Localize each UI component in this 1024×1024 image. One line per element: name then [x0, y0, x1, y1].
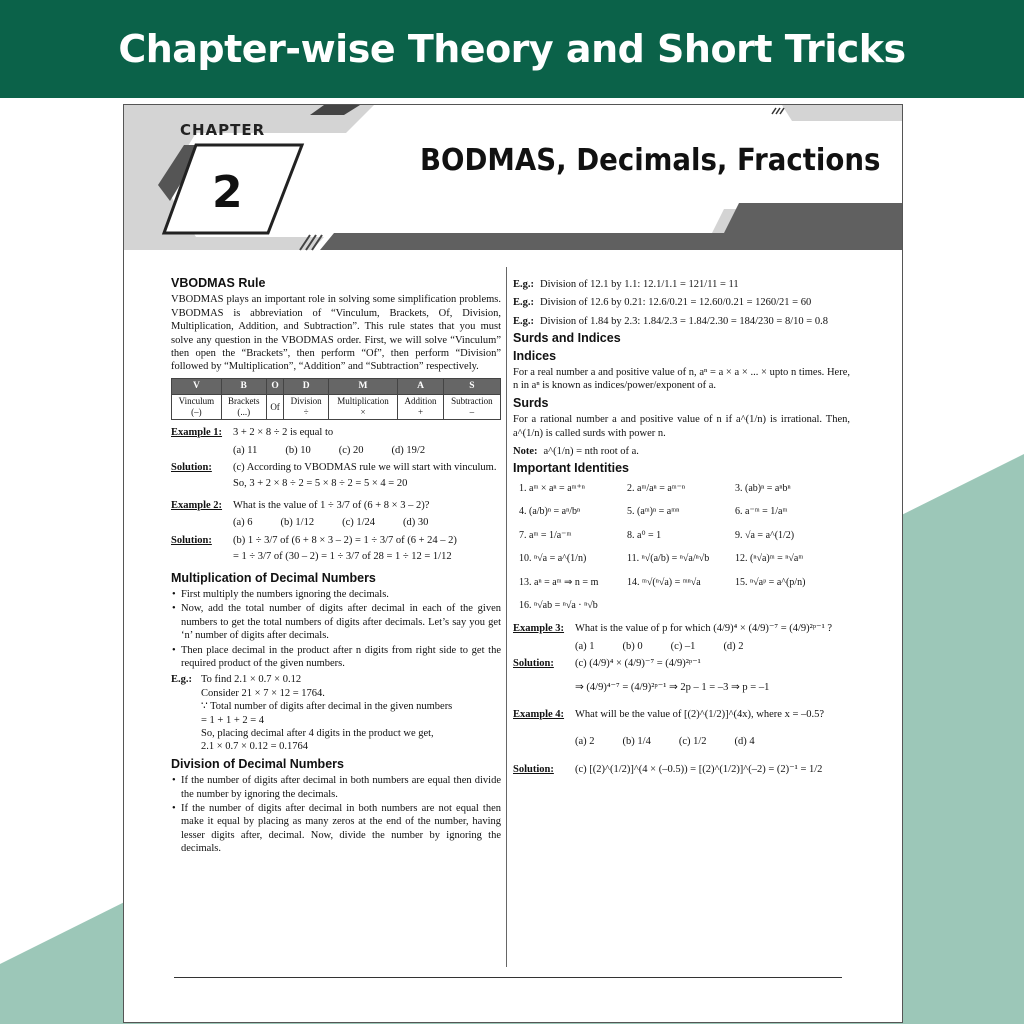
- option: (b) 1/4: [622, 736, 651, 748]
- identity-item: 7. aᵐ = 1/a⁻ᵐ: [519, 529, 572, 541]
- list-item: • Now, add the total number of digits after decimal in each of the given numbers to get the total numbers of digits after decimals. Let’s say you get ‘n’ number of digits after decimals.: [181, 602, 501, 642]
- identity-item: 11. ⁿ√(a/b) = ⁿ√a/ⁿ√b: [627, 553, 710, 565]
- eg-line: To find 2.1 × 0.7 × 0.12: [201, 674, 302, 686]
- eg-lines: [201, 673, 452, 753]
- solution-text: (c) [(2)^(1/2)]^(4 × (–0.5)) = [(2)^(1/2)]^(–2) = (2)⁻¹ = 1/2: [575, 763, 823, 775]
- identity-item: 1. aᵐ × aⁿ = aᵐ⁺ⁿ: [519, 482, 585, 494]
- table-cell: [284, 395, 328, 420]
- multiplication-list: [171, 588, 501, 670]
- chapter-label: CHAPTER: [180, 121, 266, 139]
- cell-symbol: (–): [191, 407, 202, 418]
- solution-label: Solution:: [513, 763, 554, 775]
- identities-grid: [519, 482, 850, 612]
- example-1: [171, 426, 501, 439]
- option: (a) 1: [575, 640, 595, 652]
- vbodmas-paragraph: VBODMAS plays an important role in solving some simplification problems. VBODMAS is abbreviation of “Vinculum, Brackets, Of, Division, Multiplication, Addition, and Subtraction”. This rule states that you must solve any question in the VBODMAS order. First, we will solve “Vinculum” then open the “Brackets”, then perform “Of”, then perform “Division” followed by “Multiplication”, “Addition” and “Subtraction” respectively.: [171, 294, 501, 373]
- left-column: [171, 273, 501, 857]
- example-3: [513, 622, 850, 635]
- surds-heading: Surds: [513, 395, 549, 410]
- example-solution: [513, 763, 850, 776]
- solution-text: = 1 ÷ 3/7 of (30 – 2) = 1 ÷ 3/7 of 28 = 1 ÷ 12 = 1/12: [233, 551, 452, 563]
- table-cell: [221, 395, 266, 420]
- solution-text: (c) According to VBODMAS rule we will start with vinculum.: [233, 462, 497, 474]
- eg-line: So, placing decimal after 4 digits in the product we get,: [201, 727, 434, 739]
- eg-line: ∵ Total number of digits after decimal in the given numbers: [201, 701, 453, 713]
- right-column: [513, 273, 850, 779]
- eg-label: E.g.:: [513, 315, 534, 327]
- cell-name: Brackets: [227, 396, 260, 407]
- list-item: • First multiply the numbers ignoring the decimals.: [181, 588, 501, 601]
- division-example-1: [513, 278, 850, 291]
- option: (c) 1/2: [678, 736, 707, 748]
- identity-item: 12. (ⁿ√a)ᵐ = ⁿ√aᵐ: [735, 553, 804, 565]
- table-header-cell: O: [266, 378, 284, 394]
- bottom-rule: [174, 977, 842, 978]
- example-label: Example 4:: [513, 708, 565, 720]
- solution-label: Solution:: [171, 534, 212, 546]
- cell-name: Division: [290, 396, 322, 407]
- option: (c) 20: [338, 444, 364, 456]
- banner-title: Chapter-wise Theory and Short Tricks: [118, 27, 906, 71]
- identity-item: 5. (aᵐ)ⁿ = aᵐⁿ: [627, 506, 680, 518]
- example-solution: [171, 534, 501, 547]
- identity-item: 14. ᵐ√(ⁿ√a) = ᵐⁿ√a: [627, 576, 701, 588]
- note-text: a^(1/n) = nth root of a.: [543, 446, 639, 458]
- example-question: 3 + 2 × 8 ÷ 2 is equal to: [233, 427, 334, 439]
- cell-name: Of: [270, 401, 280, 412]
- cell-symbol: –: [469, 407, 475, 418]
- example-label: Example 2:: [171, 499, 223, 511]
- cell-name: Vinculum: [178, 396, 215, 407]
- option: (d) 30: [403, 517, 429, 529]
- table-cell: [398, 395, 444, 420]
- identity-item: 8. a⁰ = 1: [627, 529, 662, 541]
- option: (a) 6: [233, 517, 253, 529]
- example-options: [513, 735, 850, 748]
- multiplication-heading: Multiplication of Decimal Numbers: [171, 570, 376, 585]
- identity-item: 15. ⁿ√aᵖ = a^(p/n): [735, 576, 806, 588]
- cell-symbol: ×: [360, 407, 366, 418]
- eg-text: Division of 12.6 by 0.21: 12.6/0.21 = 12.60/0.21 = 1260/21 = 60: [540, 297, 812, 309]
- example-solution: [513, 657, 850, 670]
- list-item: • Then place decimal in the product after n digits from right side to get the required product of the given numbers.: [181, 644, 501, 671]
- example-options: [171, 516, 501, 529]
- solution-text: ⇒ (4/9)⁴⁻⁷ = (4/9)²ᵖ⁻¹ ⇒ 2p – 1 = –3 ⇒ p = –1: [575, 681, 770, 693]
- division-list: [171, 774, 501, 855]
- cell-symbol: ÷: [303, 407, 309, 418]
- chapter-title: BODMAS, Decimals, Fractions: [420, 143, 881, 178]
- surds-indices-heading: Surds and Indices: [513, 331, 621, 346]
- option: (a) 11: [233, 444, 258, 456]
- table-cell: [266, 395, 284, 420]
- example-label: Example 1:: [171, 427, 223, 439]
- option: (a) 2: [575, 736, 595, 748]
- surds-paragraph: For a rational number a and positive value of n if a^(1/n) is irrational. Then, a^(1/n) is called surds with power n.: [513, 414, 850, 439]
- solution-label: Solution:: [171, 462, 212, 474]
- example-label: Example 3:: [513, 623, 565, 635]
- cell-symbol: +: [417, 407, 424, 418]
- indices-paragraph: For a real number a and positive value of n, aⁿ = a × a × ... × upto n times. Here, n in aⁿ is known as indices/power/exponent of a.: [513, 367, 850, 392]
- vbodmas-heading: VBODMAS Rule: [171, 276, 266, 290]
- option: (d) 19/2: [391, 444, 426, 456]
- note: [513, 445, 850, 458]
- table-row: [172, 395, 501, 420]
- option: (b) 1/12: [280, 517, 315, 529]
- table-header-cell: D: [284, 378, 328, 394]
- example-options: [171, 444, 501, 457]
- example-4: [513, 708, 850, 721]
- identity-item: 10. ⁿ√a = a^(1/n): [519, 553, 587, 565]
- eg-line: 2.1 × 0.7 × 0.12 = 0.1764: [201, 741, 309, 753]
- option: (d) 4: [734, 736, 755, 748]
- division-example-3: [513, 315, 850, 328]
- table-header-cell: S: [443, 378, 500, 394]
- chapter-number: 2: [212, 167, 243, 218]
- table-header-cell: V: [172, 378, 222, 394]
- identity-item: 4. (a/b)ⁿ = aⁿ/bⁿ: [519, 506, 581, 518]
- identities-heading: Important Identities: [513, 461, 629, 476]
- eg-text: Division of 1.84 by 2.3: 1.84/2.3 = 1.84/2.30 = 184/230 = 8/10 = 0.8: [540, 315, 828, 327]
- solution-text: (b) 1 ÷ 3/7 of (6 + 8 × 3 – 2) = 1 ÷ 3/7 of (6 + 24 – 2): [233, 534, 457, 546]
- eg-line: Consider 21 × 7 × 12 = 1764.: [201, 687, 325, 699]
- eg-label: E.g.:: [513, 279, 534, 290]
- table-header-row: [172, 378, 501, 394]
- example-question: What is the value of 1 ÷ 3/7 of (6 + 8 × 3 – 2)?: [233, 499, 430, 511]
- option: (c) –1: [670, 640, 696, 652]
- identity-item: 6. a⁻ᵐ = 1/aᵐ: [735, 506, 788, 518]
- book-page: [123, 104, 903, 1023]
- identity-item: 13. aⁿ = aᵐ ⇒ n = m: [519, 576, 599, 588]
- option: (b) 0: [622, 640, 643, 652]
- identity-item: 16. ⁿ√ab = ⁿ√a · ⁿ√b: [519, 599, 598, 611]
- option: (c) 1/24: [342, 517, 376, 529]
- vbodmas-table: [171, 378, 501, 420]
- table-cell: [328, 395, 397, 420]
- option: (b) 10: [285, 444, 311, 456]
- solution-text: (c) (4/9)⁴ × (4/9)⁻⁷ = (4/9)²ᵖ⁻¹: [575, 658, 701, 670]
- solution-text: So, 3 + 2 × 8 ÷ 2 = 5 × 8 ÷ 2 = 5 × 4 = 20: [233, 478, 408, 490]
- cell-name: Addition: [404, 396, 437, 407]
- eg-label: E.g.:: [513, 297, 534, 309]
- eg-text: Division of 12.1 by 1.1: 12.1/1.1 = 121/11 = 11: [540, 279, 739, 290]
- example-options: [513, 640, 850, 653]
- multiplication-example: [171, 673, 501, 753]
- table-cell: [443, 395, 500, 420]
- note-label: Note:: [513, 446, 538, 458]
- option: (d) 2: [723, 640, 744, 652]
- example-question: What is the value of p for which (4/9)⁴ × (4/9)⁻⁷ = (4/9)²ᵖ⁻¹ ?: [575, 623, 833, 635]
- identity-item: 3. (ab)ⁿ = aⁿbⁿ: [735, 482, 791, 494]
- column-divider: [506, 267, 507, 967]
- division-heading: Division of Decimal Numbers: [171, 756, 344, 771]
- cell-symbol: (...): [237, 407, 251, 418]
- table-header-cell: M: [328, 378, 397, 394]
- cell-name: Multiplication: [337, 396, 389, 407]
- table-header-cell: B: [221, 378, 266, 394]
- indices-heading: Indices: [513, 348, 557, 363]
- table-cell: [172, 395, 222, 420]
- example-solution: [171, 461, 501, 474]
- example-question: What will be the value of [(2)^(1/2)]^(4x), where x = –0.5?: [575, 708, 825, 720]
- list-item: • If the number of digits after decimal in both numbers are not equal then make it equal by placing as many zeros at the end of the number, having lesser digits after, decimal. Now, divide the number by ignoring the decimals.: [181, 802, 501, 856]
- division-example-2: [513, 296, 850, 309]
- top-banner: [0, 0, 1024, 98]
- list-item: • If the number of digits after decimal in both numbers are equal then divide the number by ignoring the decimals.: [181, 774, 501, 801]
- example-2: [171, 499, 501, 512]
- cell-name: Subtraction: [451, 396, 493, 407]
- table-header-cell: A: [398, 378, 444, 394]
- eg-line: = 1 + 1 + 2 = 4: [201, 714, 265, 726]
- solution-label: Solution:: [513, 658, 554, 670]
- identity-item: 2. aᵐ/aⁿ = aᵐ⁻ⁿ: [627, 482, 686, 494]
- identity-item: 9. √a = a^(1/2): [735, 529, 795, 541]
- eg-label: E.g.:: [171, 674, 192, 686]
